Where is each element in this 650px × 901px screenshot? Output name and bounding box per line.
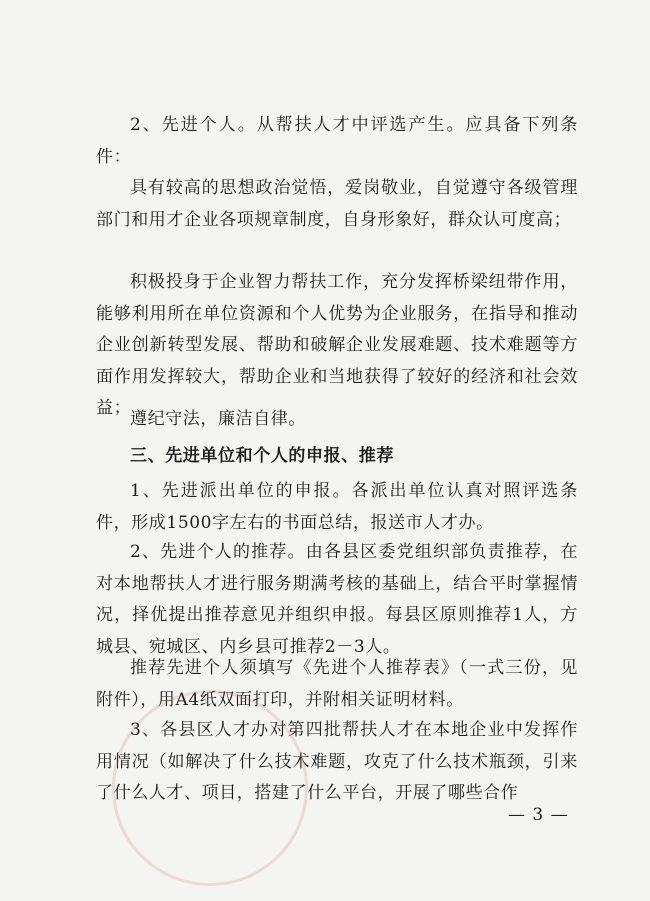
paragraph-discipline: 遵纪守法，廉洁自律。 <box>130 409 306 429</box>
paragraph-intellectual-support: 积极投身于企业智力帮扶工作，充分发挥桥梁纽带作用，能够利用所在单位资源和个人优势为企业服务，在指导和推动企业创新转型发展、帮助和破解企业发展难题、技术难题等方面作用发挥较大，帮助企业和当地获得了较好的经济和社会效益； <box>96 272 578 418</box>
paragraph-unit-application: 1、先进派出单位的申报。各派出单位认真对照评选条件，形成1500字左右的书面总结，报送市人才办。 <box>96 481 578 533</box>
section-heading-application: 三、先进单位和个人的申报、推荐 <box>130 446 394 466</box>
page-number: — 3 — <box>508 805 569 825</box>
paragraph-political-awareness: 具有较高的思想政治觉悟，爱岗敬业，自觉遵守各级管理部门和用才企业各项规章制度，自身形象好，群众认可度高； <box>96 178 578 230</box>
paragraph-county-talent-office: 3、各县区人才办对第四批帮扶人才在本地企业中发挥作用情况（如解决了什么技术难题，攻克了什么技术瓶颈，引来了什么人才、项目，搭建了什么平台，开展了哪些合作 <box>96 720 578 803</box>
paragraph-individual-recommendation: 2、先进个人的推荐。由各县区委党组织部负责推荐，在对本地帮扶人才进行服务期满考核的基础上，结合平时掌握情况，择优提出推荐意见并组织申报。每县区原则推荐1人，方城县、宛城区、内乡县可推荐2－3人。 <box>96 542 578 657</box>
paragraph-recommendation-form: 推荐先进个人须填写《先进个人推荐表》（一式三份，见附件），用A4纸双面打印，并附相关证明材料。 <box>96 658 578 710</box>
paragraph-advanced-individual-criteria: 2、先进个人。从帮扶人才中评选产生。应具备下列条件： <box>96 115 578 167</box>
